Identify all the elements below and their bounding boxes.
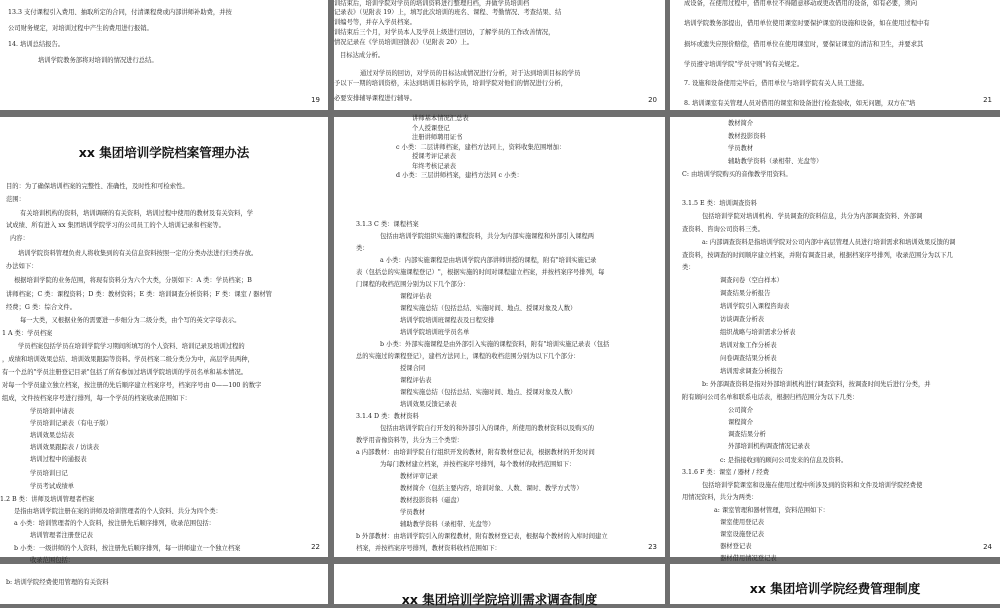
text-line: 查资料，按调查的时间顺序建立档案，并附有调查目录，根据档案序号排列，收录范围分为以下几 bbox=[682, 252, 953, 259]
text-line: 8. 培训课室有关管理人员对借用的课室和设备进行检查验收，如无问题，双方在"培 bbox=[684, 100, 916, 107]
text-line: 包括培训学院课室和设施在使用过程中所涉及到的资料和文件及培训学院经费使 bbox=[702, 482, 923, 489]
text-line: 学员培训申请表 bbox=[30, 408, 75, 415]
text-line: 成设备，在使用过程中，借用单位不得随意移动或更改借用的设备，如有必要，须向 bbox=[684, 0, 917, 7]
text-line: 培训过程中的通报表 bbox=[30, 456, 87, 463]
text-line: 通过对学员的回访，对学员的目标达成情况进行分析，对于达到培训目标的学员 bbox=[360, 70, 581, 77]
page-number: 22 bbox=[311, 543, 320, 551]
text-line: 包括由培训学院自行开发的和外部引入的课件，所使用的教材资料以及购买的 bbox=[380, 425, 595, 432]
text-line: 调查问卷（空白样本） bbox=[720, 277, 783, 284]
text-line: 3.1.6 F 类：课室 / 器材 / 经费 bbox=[682, 469, 770, 476]
text-line: 学员遵守培训学院"学员守则"的有关规定。 bbox=[684, 61, 804, 68]
page-27 bbox=[670, 564, 1000, 604]
text-line: a 小类：内部实施课程是由培训学院内部讲师讲授的课程，附有"培训实施记录 bbox=[380, 257, 597, 264]
text-line: 包括培训学院对培训机构、学员调查的资料信息，共分为内部调查资料、外部调 bbox=[702, 213, 923, 220]
text-line: 收录范围包括： bbox=[30, 557, 75, 564]
text-line: 有一个总的"学员注册登记目录"包括了所有参加过培训学院培训的学员名单和基本情况。 bbox=[2, 369, 248, 376]
page-26 bbox=[334, 564, 665, 607]
page-number: 23 bbox=[648, 543, 657, 551]
text-line: 教学用音像资料等，共分为三个类型： bbox=[356, 437, 464, 444]
text-line: 课程实施总结（包括总结、实施时间、地点、授课对象及人数） bbox=[400, 389, 577, 396]
text-line: 培训学院培训班课程表及日程安排 bbox=[400, 317, 495, 324]
text-line: 课室使用登记表 bbox=[720, 519, 765, 526]
text-line: 必要安排辅导课程进行辅导。 bbox=[334, 95, 416, 102]
text-line: 学员培训记录表（有电子版） bbox=[30, 420, 112, 427]
text-line: 档案，并按档案序号排列，教材资料收档范围如下： bbox=[356, 545, 501, 552]
text-line: 目标达成分析。 bbox=[340, 52, 385, 59]
page-number: 24 bbox=[983, 543, 992, 551]
page-19 bbox=[0, 0, 328, 110]
text-line: 类： bbox=[682, 264, 695, 271]
text-line: 培训学院培训班学员名单 bbox=[400, 329, 470, 336]
text-line: c 小类：二层讲师档案，建档方法同上，资料收集范围增加： bbox=[396, 143, 566, 151]
text-line: a 内部教材：由培训学院自行组织开发的教材，附有教材登记表，根据教材的开发时间 bbox=[356, 449, 595, 456]
page-number: 21 bbox=[983, 96, 992, 104]
text-line: 授课考评记录表 bbox=[412, 153, 457, 160]
text-line: 访谈调查分析表 bbox=[720, 316, 765, 323]
text-line: 训编号等，并存入学员档案。 bbox=[334, 19, 416, 26]
text-line: 试成绩、所有进入 xx 集团培训学院学习的公司员工的个人培训记录和档案等。 bbox=[6, 222, 225, 229]
text-line: 包括由培训学院组织实施的课程资料，共分为内部实施课程和外部引入课程两 bbox=[380, 233, 595, 240]
text-line: 学员教材 bbox=[728, 145, 754, 152]
page-25 bbox=[0, 564, 328, 604]
text-line: 培训效果总结表 bbox=[30, 432, 75, 439]
text-line: 类： bbox=[356, 245, 369, 252]
text-line: 器材登记表 bbox=[720, 543, 752, 550]
text-line: 记录表》（见附表 19）上，填写此次培训的班名、课程、考勤情况、考查结果、结 bbox=[334, 9, 562, 16]
text-line: d 小类：三层讲师档案，建档方法同 c 小类： bbox=[396, 172, 523, 179]
text-line: 13.3 支付课程引入费用、抽取所定的合同，付清课程费或内部讲师补助费，并按 bbox=[8, 9, 232, 16]
text-line: 教材简介（包括主要内容，培训对象、人数、课时、教学方式等） bbox=[400, 485, 583, 492]
text-line: 予以下一期的培训资格，未达到培训目标的学员，培训学院对他们的情况进行分析， bbox=[334, 80, 567, 87]
text-line: 公司简介 bbox=[728, 407, 754, 414]
text-line: 培训需求调查分析报告 bbox=[720, 368, 783, 375]
text-line: 培训管理者注册登记表 bbox=[30, 532, 93, 539]
text-line: 损坏或遗失应照价赔偿，借用单位在使用课室时，要保证课室的清洁和卫生，并要求其 bbox=[684, 41, 924, 48]
text-line: 调查结果分析 bbox=[728, 431, 766, 438]
text-line: 训结束后，培训学院对学员的培训资料进行整理归档，并做学员培训档 bbox=[334, 0, 530, 7]
text-line: 年终考核记录表 bbox=[412, 162, 457, 170]
text-line: 授课合同 bbox=[400, 365, 426, 372]
text-line: 学员考试成绩单 bbox=[30, 483, 75, 490]
text-line: 组织战略与培训需求分析表 bbox=[720, 329, 796, 336]
text-line: 3.1.4 D 类：教材资料 bbox=[356, 413, 419, 420]
text-line: 查资料、咨询公司资料三类。 bbox=[682, 226, 764, 233]
page-20 bbox=[334, 0, 665, 110]
text-line: 7. 设施和设备使用完毕后，借用单位与培训学院有关人员工进接。 bbox=[684, 80, 869, 87]
text-line: 办法如下： bbox=[6, 263, 38, 270]
text-line: 培训效果跟踪表 / 访谈表 bbox=[30, 444, 100, 451]
text-line: 对每一个学员建立独立档案，按注册的先后顺序建立档案序号，档案序号由 0——100 的数字 bbox=[2, 382, 262, 389]
page-number: 20 bbox=[648, 96, 657, 104]
text-line: 器材借用情况登记表 bbox=[720, 555, 777, 562]
text-line: 调查结果分析报告 bbox=[720, 290, 771, 297]
text-line: 3.1.5 E 类：培训调查资料 bbox=[682, 200, 757, 207]
text-line: a 小类：培训管理者的个人资料，按注册先后顺序排列，收录范围包括： bbox=[14, 520, 215, 527]
text-line: 学员培训日记 bbox=[30, 470, 68, 477]
text-line: 个人授课登记 bbox=[412, 124, 450, 132]
text-line: 14. 培训总结报告。 bbox=[8, 41, 65, 48]
text-line: 课程简介 bbox=[728, 419, 754, 426]
text-line: 培训对象工作分析表 bbox=[720, 342, 777, 349]
text-line: b: 培训学院经费使用管理的有关资料 bbox=[6, 579, 109, 586]
text-line: b 外部教材：由培训学院引入的课程教材，附有教材登记表，根据每个教材的入库时间建立 bbox=[356, 533, 608, 540]
text-line: 课程评估表 bbox=[400, 377, 432, 384]
text-line: 是指由培训学院注册在案的讲师及培训管理者的个人资料、共分为四个类： bbox=[14, 508, 222, 515]
text-line: 总的实施过的课程登记），建档方法同上，课程的收档范围分别为以下几个部分： bbox=[356, 353, 580, 360]
page-24 bbox=[670, 117, 1000, 562]
text-line: 培训学院教务部提出，借用单位使用课室时要保护课室的设施和设备，如在使用过程中有 bbox=[684, 20, 930, 27]
text-line: 1 A 类：学员档案 bbox=[2, 330, 53, 337]
text-line: 目的：为了确保培训档案的完整性、准确性，及时性和可检索性。 bbox=[6, 183, 189, 190]
text-line: 每一大类，又根据业务的需要进一步细分为二级分类，由个写的英文字母表示。 bbox=[20, 317, 241, 324]
text-line: 培训学院引入课程咨询表 bbox=[720, 303, 790, 310]
text-line: 为每门教材建立档案，并按档案序号排列，每个教材的收档范围如下： bbox=[380, 461, 576, 468]
text-line: 教材投影资料（磁盘） bbox=[400, 497, 463, 504]
text-line: a: 课室管理和器材管理，资料范围如下： bbox=[714, 507, 829, 514]
text-line: 注册讲师聘用证书 bbox=[412, 134, 463, 141]
page-title: xx 集团培训学院经费管理制度 bbox=[749, 581, 921, 596]
text-line: 讲师档案；C 类：课程资料；D 类：教材资料；E 类：培训调查分析资料；F 类：课室 / 器材管 bbox=[6, 291, 272, 298]
text-line: 根据培训学院的业务范围，将现有资料分为六个大类，分别如下：A 类：学员档案；B bbox=[14, 277, 252, 284]
text-line: 情况记录在《学员培训回馈表》（见附表 20）上。 bbox=[334, 39, 474, 46]
page-21 bbox=[670, 0, 1000, 110]
text-line: 教材投影资料 bbox=[728, 133, 766, 140]
text-line: b 小类：一级讲师的个人资料，按注册先后顺序排列，每一讲师建立一个独立档案 bbox=[14, 545, 241, 552]
text-line: 教材评审记录 bbox=[400, 473, 438, 480]
text-line: 经费；G 类：综合文件。 bbox=[6, 304, 77, 311]
text-line: C: 由培训学院购买的音像教学用资料。 bbox=[682, 171, 792, 178]
text-line: 辅助教学资料（录相带、光盘等） bbox=[728, 158, 823, 165]
text-line: 讲师基本情况汇总表 bbox=[412, 115, 469, 122]
text-line: 课程实施总结（包括总结、实施时间、地点、授课对象及人数） bbox=[400, 305, 577, 312]
text-line: 表（包括总的实施课程登记）"，根据实施的时间对课程建立档案，并按档案序号排列，每 bbox=[356, 269, 605, 276]
text-line: c: 是指接收到的顾问公司发来的信息及资料。 bbox=[720, 457, 848, 464]
text-line: 学员教材 bbox=[400, 509, 426, 516]
text-line: 培训学院教务部将对培训的情况进行总结。 bbox=[38, 57, 158, 64]
text-line: b: 外部调查资料是指对外部培训机构进行调查资料，按调查时间先后进行分类，并 bbox=[702, 381, 931, 388]
text-line: 学员档案包括学员在培训学院学习期间所填写的个人资料、培训记录及培训过程的 bbox=[18, 343, 245, 350]
text-line: 问卷调查结果分析表 bbox=[720, 355, 777, 362]
text-line: 门课程的收档范围分别为以下几个部分： bbox=[356, 281, 470, 288]
page-22 bbox=[0, 117, 328, 564]
text-line: b 小类：外部实施课程是由外部引入实施的课程资料，附有"培训实施记录表（包括 bbox=[380, 341, 610, 348]
text-line: 外部培训机构调查情况记录表 bbox=[728, 443, 810, 450]
text-line: 训结束后三个月，对学员本人及学员上级进行回访，了解学员的工作改善情况， bbox=[334, 29, 555, 36]
text-line: 公司财务规定，对培训过程中产生的费用进行报销。 bbox=[8, 25, 153, 32]
text-line: 有关培训机构的资料，培训调研的有关资料，培训过程中使用的教材及有关资料，学 bbox=[20, 210, 253, 217]
text-line: 辅助教学资料（录相带、光盘等） bbox=[400, 521, 495, 528]
text-line: ，成绩和培训效果总结、培训效果跟踪等资料。学员档案二级分类分为中，高层学员两种， bbox=[2, 356, 254, 363]
text-line: 用情况资料，共分为两类： bbox=[682, 494, 758, 501]
page-23 bbox=[334, 117, 665, 557]
text-line: 培训效果反馈记录表 bbox=[400, 401, 457, 408]
text-line: 培训学院资料管理负责人将收集到的有关信息资料按照一定的分类办法进行归类存放。 bbox=[18, 250, 258, 257]
text-line: 课室设施登记表 bbox=[720, 531, 765, 538]
page-title: xx 集团培训学院培训需求调查制度 bbox=[401, 592, 598, 607]
page-number: 19 bbox=[311, 96, 320, 104]
text-line: 1.2 B 类：讲师及培训管理者档案 bbox=[0, 496, 95, 503]
text-line: a: 内部调查资料是指培训学院对公司内部中高层管理人员进行培训需求和培训效果反馈的调 bbox=[702, 239, 956, 246]
text-line: 内容： bbox=[10, 235, 29, 242]
text-line: 附有顾问公司名单和联系电话表，根据归档范围分为以下几类： bbox=[682, 394, 859, 401]
page-title: xx 集团培训学院档案管理办法 bbox=[78, 145, 250, 160]
text-line: 范围： bbox=[6, 196, 25, 203]
text-line: 3.1.3 C 类：课程档案 bbox=[356, 221, 419, 228]
text-line: 组成，文件按档案序号进行排列，每一个学员的档案收录范围如下： bbox=[2, 395, 191, 402]
text-line: 教材简介 bbox=[728, 120, 754, 127]
text-line: 课程评估表 bbox=[400, 293, 432, 300]
